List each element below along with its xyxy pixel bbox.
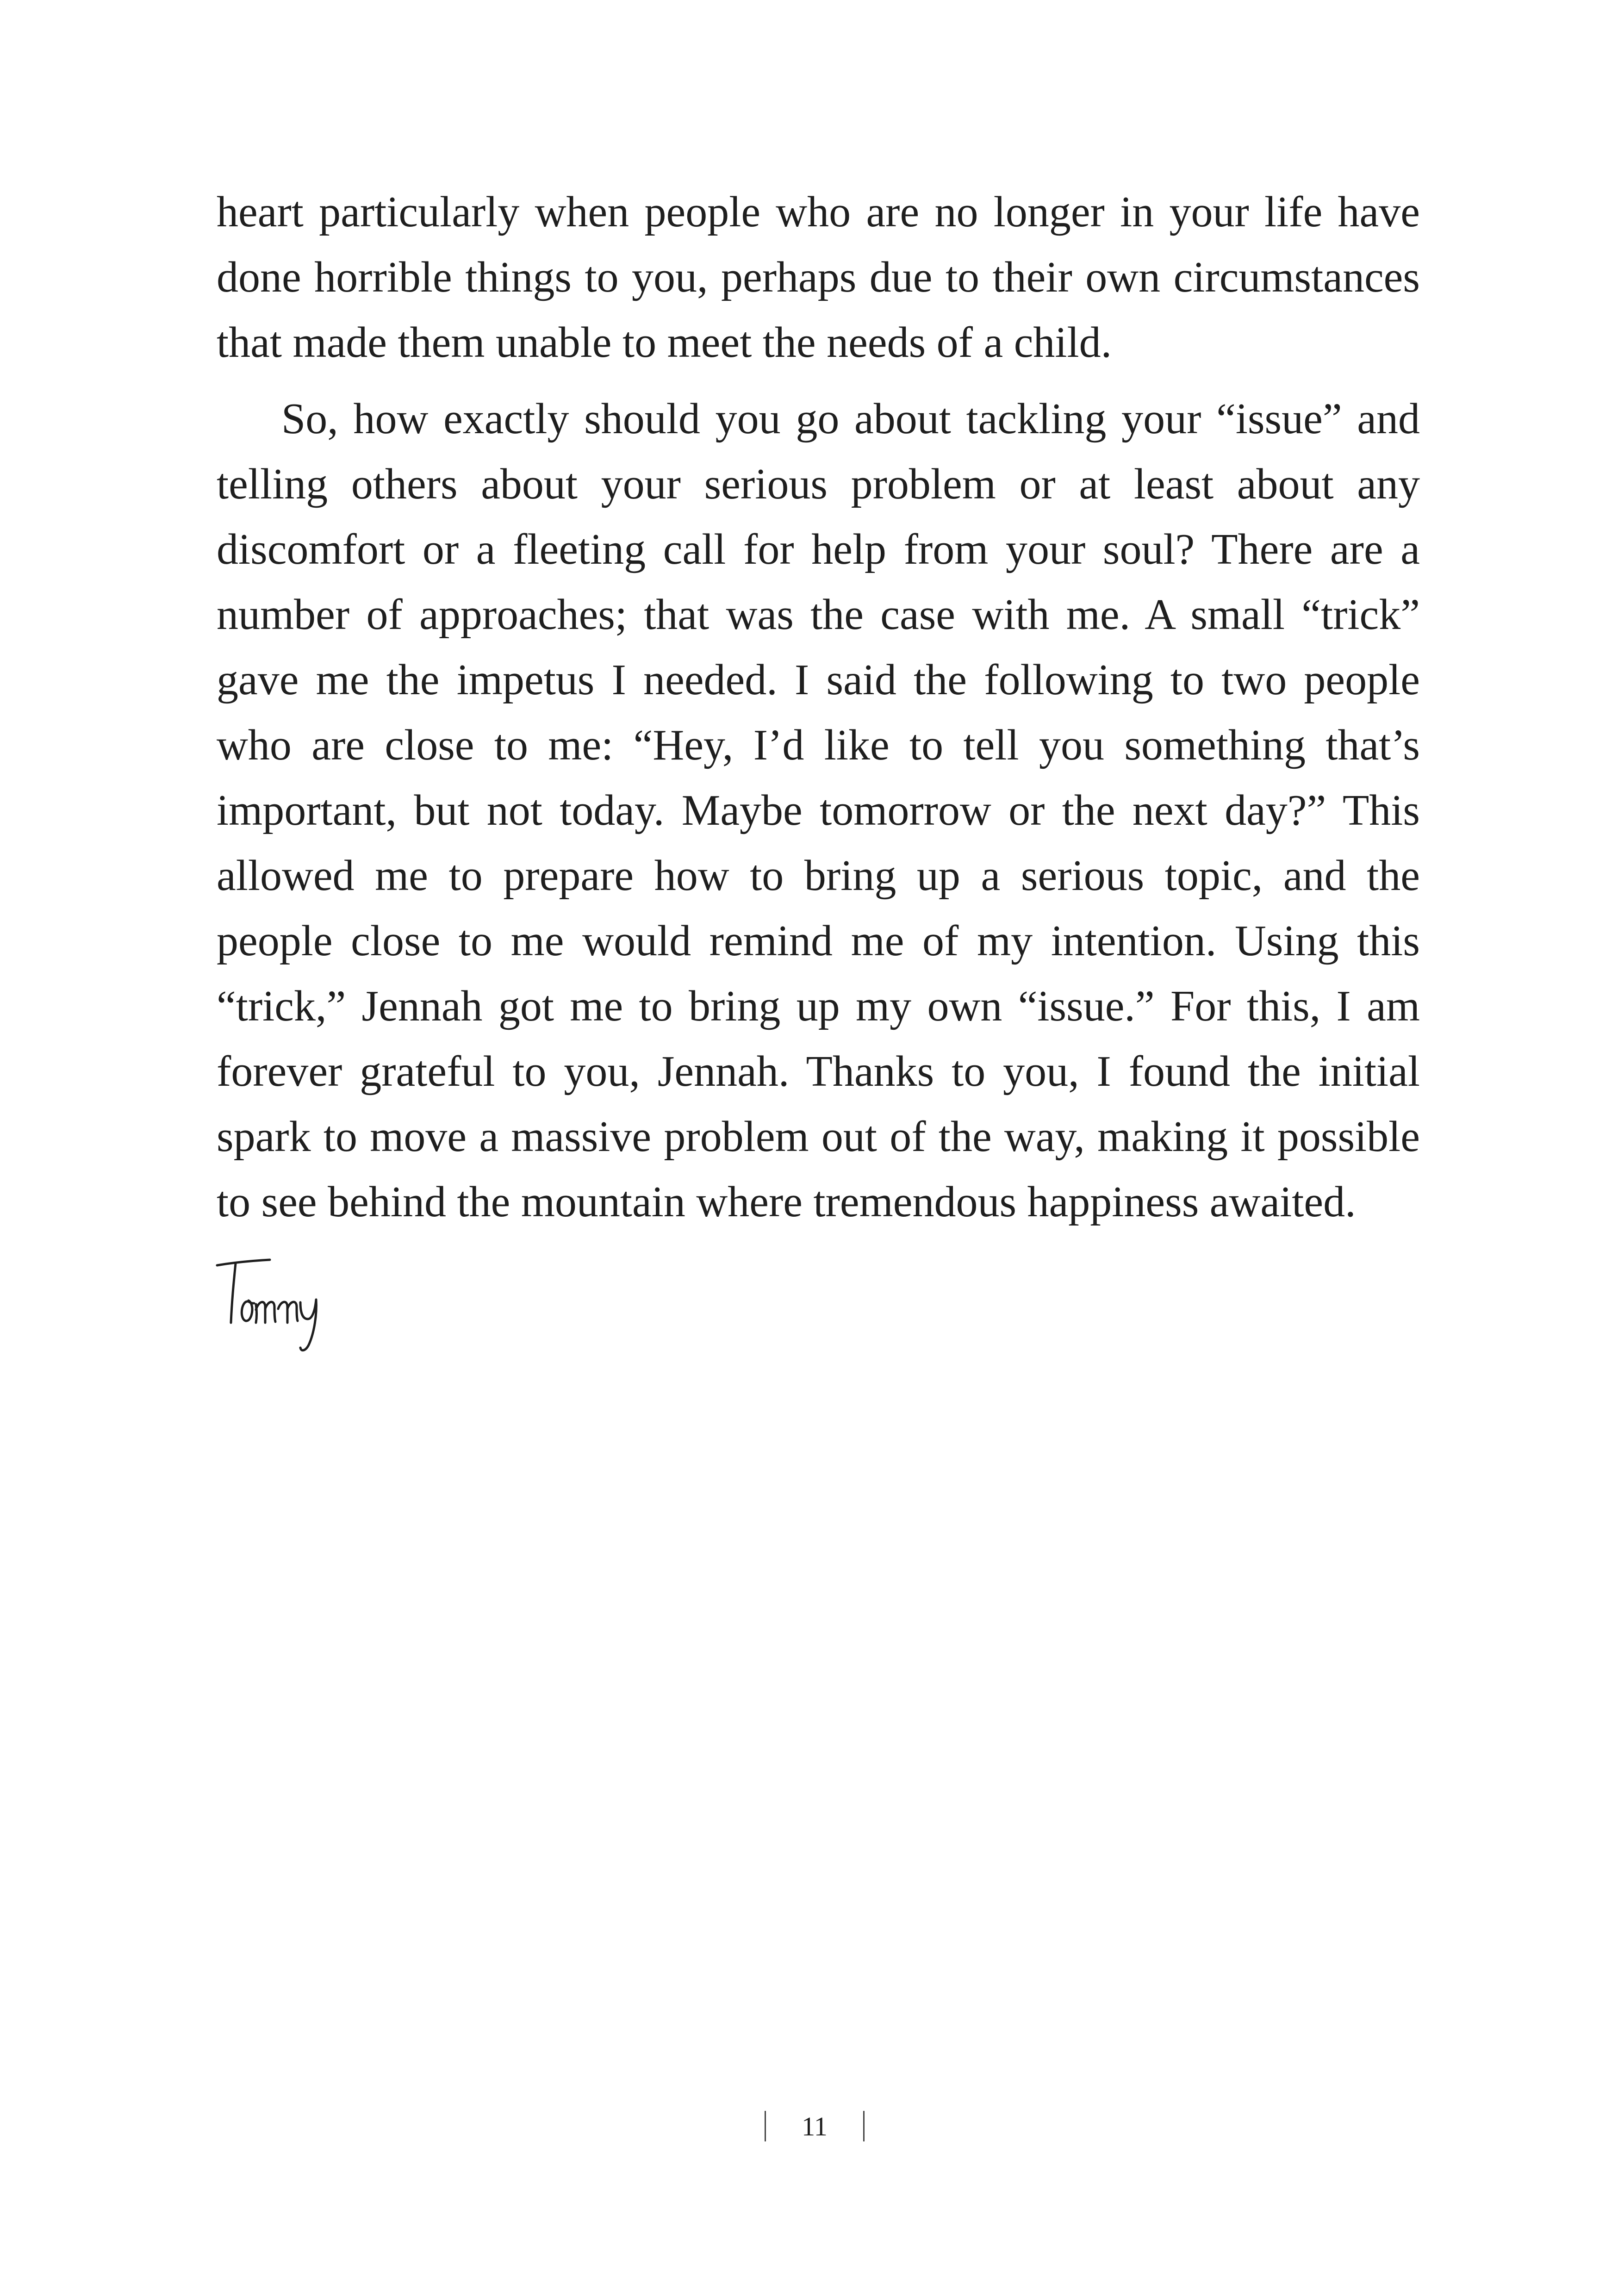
page-footer [0, 2108, 1618, 2150]
body-text [217, 180, 1420, 1235]
handwritten-signature [215, 1250, 354, 1356]
paragraph-2: So, how exactly should you go about tackling your “issue” and telling others about your serious problem or at least about any discomfort or a fleeting call for help from your soul? There are a number of approaches; that was the case with me. A small “trick” gave me the impetus I needed. I said the following to two people who are close to me: “Hey, I’d like to tell you something that’s important, but not today. Maybe tomorrow or the next day?” This allowed me to prepare how to bring up a serious topic, and the people close to me would remind me of my intention. Using this “trick,” Jennah got me to bring up my own “issue.” For this, I am forever grateful to you, Jennah. Thanks to you, I found the initial spark to move a massive problem out of the way, making it possible to see behind the mountain where tremendous happiness awaited. [217, 395, 1420, 1226]
page-number: 11 [802, 2111, 828, 2141]
footer-divider-right [863, 2111, 865, 2141]
paragraph-1: heart particularly when people who are no longer in your life have done horrible things to you, perhaps due to their own circumstances that made them unable to meet the needs of a child. [217, 188, 1420, 367]
signature-drawing [215, 1250, 354, 1356]
